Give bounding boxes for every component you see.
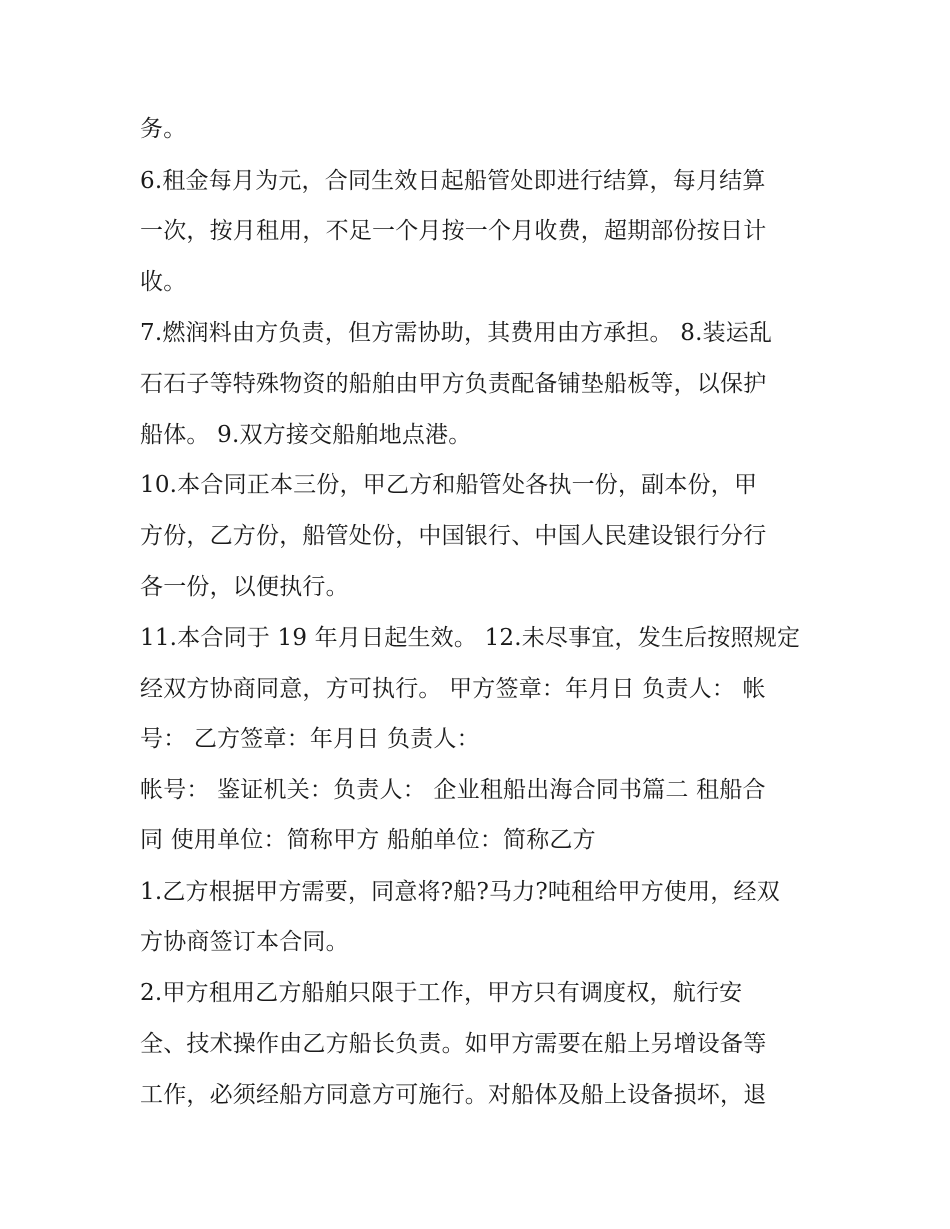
text-line: 务。: [140, 116, 187, 142]
text-line: 2.甲方租用乙方船舶只限于工作，甲方只有调度权，航行安: [140, 980, 743, 1006]
text-line: 10.本合同正本三份，甲乙方和船管处各执一份，副本份，甲: [140, 472, 758, 498]
text-line: 1.乙方根据甲方需要，同意将?船?马力?吨租给甲方使用，经双: [140, 879, 780, 905]
text-line: 6.租金每月为元，合同生效日起船管处即进行结算，每月结算: [140, 168, 766, 194]
text-line: 全、技术操作由乙方船长负责。如甲方需要在船上另增设备等: [140, 1031, 767, 1057]
text-line: 工作，必须经船方同意方可施行。对船体及船上设备损坏，退: [140, 1082, 767, 1108]
text-line: 号： 乙方签章：年月日 负责人：: [140, 726, 480, 752]
text-line: 石石子等特殊物资的船舶由甲方负责配备铺垫船板等，以保护: [140, 371, 767, 397]
text-line: 一次，按月租用，不足一个月按一个月收费，超期部份按日计: [140, 218, 767, 244]
text-line: 同 使用单位：简称甲方 船舶单位：简称乙方: [140, 827, 596, 853]
text-line: 经双方协商同意，方可执行。 甲方签章：年月日 负责人： 帐: [140, 676, 766, 702]
text-line: 船体。 9.双方接交船舶地点港。: [140, 422, 472, 448]
text-line: 11.本合同于 19 年月日起生效。 12.未尽事宜，发生后按照规定: [140, 625, 801, 651]
text-line: 7.燃润料由方负责，但方需协助，其费用由方承担。 8.装运乱: [140, 320, 773, 346]
text-line: 各一份，以便执行。: [140, 574, 349, 600]
text-line: 方份，乙方份，船管处份，中国银行、中国人民建设银行分行: [140, 523, 767, 549]
text-line: 方协商签订本合同。: [140, 929, 349, 955]
text-line: 收。: [140, 269, 187, 295]
text-line: 帐号： 鉴证机关：负责人： 企业租船出海合同书篇二 租船合: [140, 777, 766, 803]
